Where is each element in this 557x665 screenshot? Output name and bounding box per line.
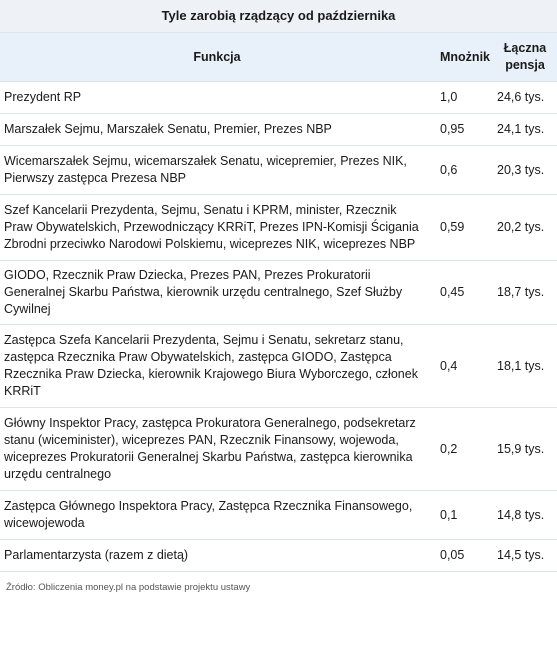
table-body xyxy=(0,82,557,572)
cell-function: Zastępca Głównego Inspektora Pracy, Zastępca Rzecznika Finansowego, wicewojewoda xyxy=(0,491,434,540)
header-pension: Łączna pensja xyxy=(493,33,557,82)
cell-function: GIODO, Rzecznik Praw Dziecka, Prezes PAN, Prezes Prokuratorii Generalnej Skarbu Państwa, kierownik urzędu centralnego, Szef Służby Cywilnej xyxy=(0,261,434,325)
table-row xyxy=(0,325,557,408)
table-row xyxy=(0,114,557,146)
cell-multiplier: 0,1 xyxy=(434,491,493,540)
table-header xyxy=(0,33,557,82)
cell-multiplier: 0,4 xyxy=(434,325,493,408)
table-title: Tyle zarobią rządzący od października xyxy=(0,0,557,33)
cell-pension: 20,2 tys. xyxy=(493,195,557,261)
cell-multiplier: 0,59 xyxy=(434,195,493,261)
cell-function: Wicemarszałek Sejmu, wicemarszałek Senatu, wicepremier, Prezes NIK, Pierwszy zastępca Prezesa NBP xyxy=(0,146,434,195)
table-row xyxy=(0,491,557,540)
table-row xyxy=(0,408,557,491)
cell-multiplier: 1,0 xyxy=(434,82,493,114)
cell-pension: 15,9 tys. xyxy=(493,408,557,491)
cell-pension: 18,7 tys. xyxy=(493,261,557,325)
header-multiplier: Mnożnik xyxy=(434,33,493,82)
header-function: Funkcja xyxy=(0,33,434,82)
cell-multiplier: 0,95 xyxy=(434,114,493,146)
cell-function: Prezydent RP xyxy=(0,82,434,114)
cell-multiplier: 0,45 xyxy=(434,261,493,325)
cell-function: Szef Kancelarii Prezydenta, Sejmu, Senatu i KPRM, minister, Rzecznik Praw Obywatelskich, Przewodniczący KRRiT, Prezes IPN-Komisji Ścigania Zbrodni przeciwko Narodowi Polskiemu, wiceprezes NIK, wiceprezes NBP xyxy=(0,195,434,261)
cell-multiplier: 0,05 xyxy=(434,540,493,572)
table-row xyxy=(0,540,557,572)
cell-pension: 24,6 tys. xyxy=(493,82,557,114)
cell-pension: 14,8 tys. xyxy=(493,491,557,540)
cell-function: Zastępca Szefa Kancelarii Prezydenta, Sejmu i Senatu, sekretarz stanu, zastępca Rzecznika Praw Obywatelskich, zastępca GIODO, Zastępca Rzecznika Praw Dziecka, kierownik Krajowego Biura Wyborczego, członek KRRiT xyxy=(0,325,434,408)
cell-pension: 18,1 tys. xyxy=(493,325,557,408)
cell-function: Parlamentarzysta (razem z dietą) xyxy=(0,540,434,572)
cell-function: Główny Inspektor Pracy, zastępca Prokuratora Generalnego, podsekretarz stanu (wiceminister), wiceprezes PAN, Rzecznik Finansowy, wojewoda, wiceprezes Prokuratorii Generalnej Skarbu Państwa, zastępca kierownika urzędu centralnego xyxy=(0,408,434,491)
cell-pension: 14,5 tys. xyxy=(493,540,557,572)
source-note: Źródło: Obliczenia money.pl na podstawie projektu ustawy xyxy=(6,582,251,593)
table-row xyxy=(0,146,557,195)
cell-multiplier: 0,2 xyxy=(434,408,493,491)
salary-table xyxy=(0,33,557,572)
table-row xyxy=(0,261,557,325)
cell-function: Marszałek Sejmu, Marszałek Senatu, Premier, Prezes NBP xyxy=(0,114,434,146)
cell-pension: 24,1 tys. xyxy=(493,114,557,146)
cell-multiplier: 0,6 xyxy=(434,146,493,195)
table-row xyxy=(0,195,557,261)
cell-pension: 20,3 tys. xyxy=(493,146,557,195)
table-row xyxy=(0,82,557,114)
